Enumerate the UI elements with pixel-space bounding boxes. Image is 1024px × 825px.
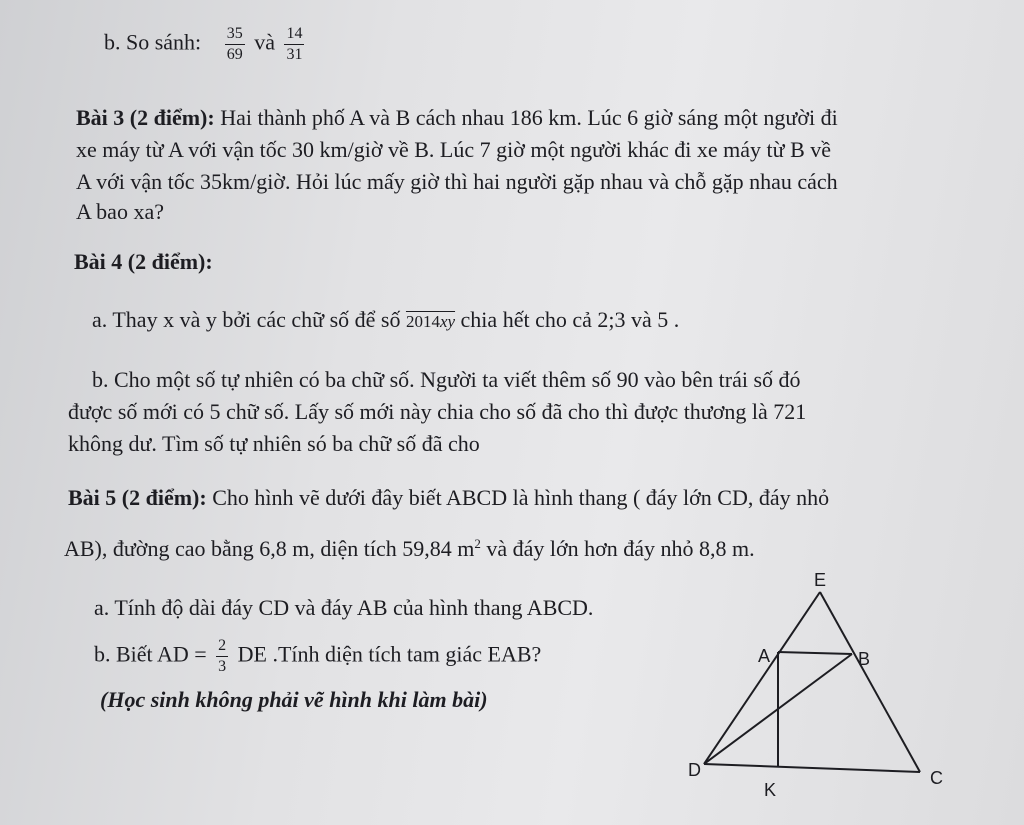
bai3-line-1: Bài 3 (2 điểm): Hai thành phố A và B cách nhau 186 km. Lúc 6 giờ sáng một người đi [76, 105, 838, 130]
bai5-part-a: a. Tính độ dài đáy CD và đáy AB của hình thang ABCD. [94, 595, 594, 620]
fraction-2-3: $\frac{2}{3}$ [218, 637, 227, 675]
label-a: A [758, 646, 771, 666]
bai5-line-1: Bài 5 (2 điểm): Cho hình vẽ dưới đây biết ABCD là hình thang ( đáy lớn CD, đáy nhỏ [68, 485, 830, 510]
label-k: K [764, 780, 777, 800]
fraction-35-69: $\frac{35}{69}$ [226, 25, 243, 63]
superscript-2: 2 [474, 536, 481, 551]
bai3-line-3: A với vận tốc 35km/giờ. Hỏi lúc mấy giờ thì hai người gặp nhau và chỗ gặp nhau cách [76, 169, 838, 194]
label-b: B [858, 649, 871, 669]
bai4-b-line-1: b. Cho một số tự nhiên có ba chữ số. Người ta viết thêm số 90 vào bên trái số đó [92, 367, 801, 392]
bai4-part-a: a. Thay x và y bởi các chữ số để số 2014xy chia hết cho cả 2;3 và 5 . [92, 307, 680, 332]
label-d: D [688, 760, 701, 780]
overlined-number: 2014xy [405, 312, 456, 331]
bai2-b-label: b. So sánh: [104, 29, 202, 55]
line-d-c [704, 764, 920, 772]
label-c: C [930, 768, 943, 788]
bai5-line-2: AB), đường cao bằng 6,8 m, diện tích 59,84 $m^2$ và đáy lớn hơn đáy nhỏ 8,8 m. [64, 536, 755, 561]
bai5-title: Bài 5 (2 điểm): [68, 485, 207, 510]
line-e-c [820, 592, 920, 772]
bai5-note: (Học sinh không phải vẽ hình khi làm bài) [100, 687, 488, 712]
line-e-d [704, 592, 820, 764]
bai4-b-line-3: không dư. Tìm số tự nhiên só ba chữ số đã cho [68, 431, 480, 456]
bai2-b-conj: và [254, 29, 275, 55]
bai5-part-b: b. Biết AD = $\frac{2}{3}$ DE .Tính diện tích tam giác EAB? [94, 637, 542, 675]
bai4-b-line-2: được số mới có 5 chữ số. Lấy số mới này chia cho số đã cho thì được thương là 721 [68, 399, 807, 424]
fraction-14-31: $\frac{14}{31}$ [286, 25, 303, 63]
line-d-b [704, 654, 852, 764]
label-e: E [814, 570, 827, 590]
bai3-line-2: xe máy từ A với vận tốc 30 km/giờ về B. Lúc 7 giờ một người khác đi xe máy từ B về [76, 137, 832, 162]
bai2-part-b [104, 24, 308, 65]
bai3-line-4: A bao xa? [76, 199, 164, 224]
bai4-title: Bài 4 (2 điểm): [74, 249, 213, 274]
line-a-b [778, 652, 852, 654]
bai3-title: Bài 3 (2 điểm): [76, 105, 215, 130]
